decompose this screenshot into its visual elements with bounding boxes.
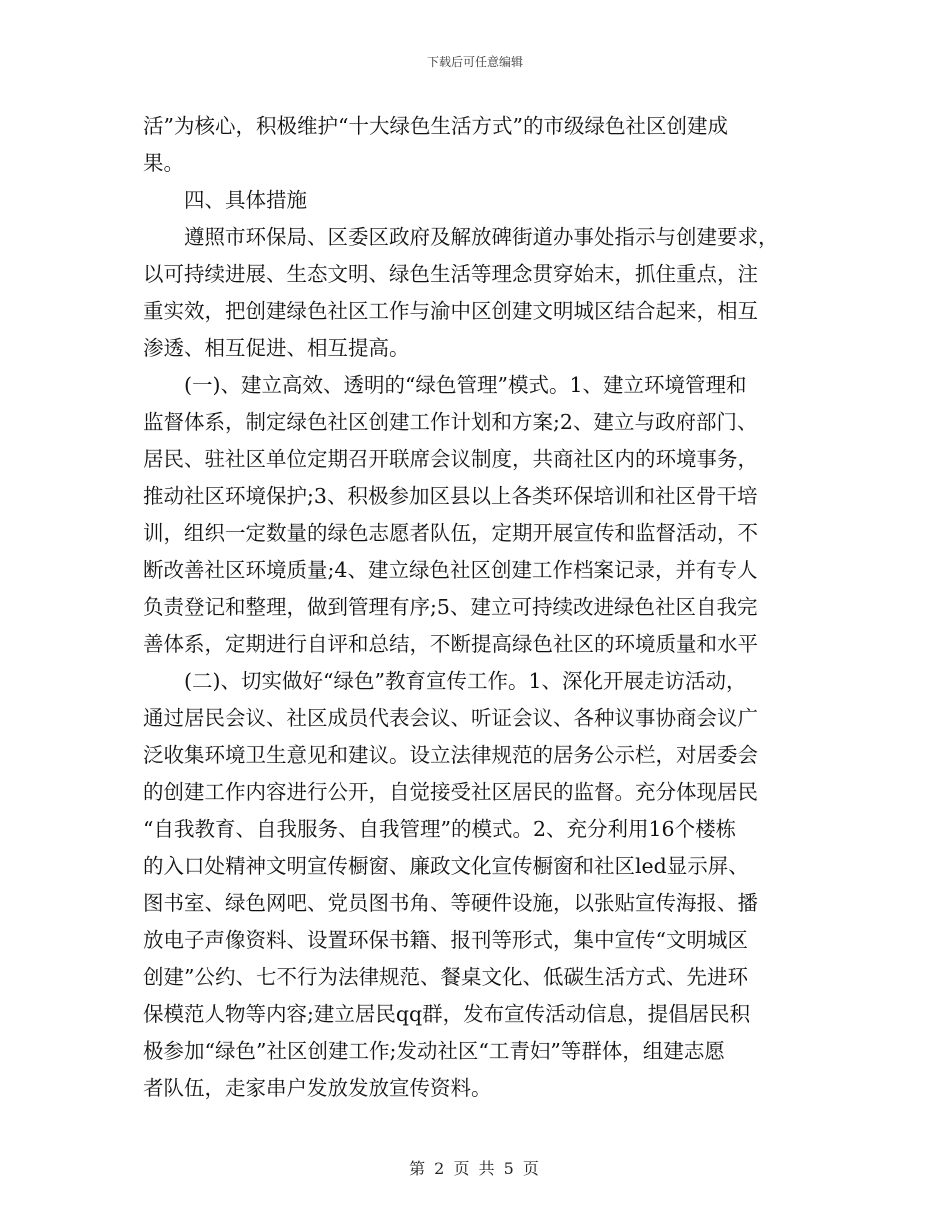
text-line: 推动社区环境保护;3、积极参加区县以上各类环保培训和社区骨干培	[143, 484, 758, 508]
text-line: 断改善社区环境质量;4、建立绿色社区创建工作档案记录，并有专人	[143, 558, 758, 582]
text-line: 保模范人物等内容;建立居民qq群，发布宣传活动信息，提倡居民积	[143, 1002, 751, 1026]
page-footer: 第 2 页 共 5 页	[409, 1159, 541, 1178]
document-body	[143, 108, 813, 1107]
text-line: 的创建工作内容进行公开，自觉接受社区居民的监督。充分体现居民	[143, 780, 758, 804]
text-line: 图书室、绿色网吧、党员图书角、等硬件设施，以张贴宣传海报、播	[143, 891, 758, 915]
text-line: 果。	[143, 151, 184, 175]
page-header: 下载后可任意编辑	[426, 55, 523, 69]
text-line: 以可持续进展、生态文明、绿色生活等理念贯穿始末，抓住重点，注	[143, 262, 758, 286]
text-line: (二)、切实做好“绿色”教育宣传工作。1、深化开展走访活动，	[184, 669, 747, 693]
text-line: 善体系，定期进行自评和总结，不断提高绿色社区的环境质量和水平	[143, 632, 758, 656]
text-line: 者队伍，走家串户发放发放宣传资料。	[143, 1076, 492, 1100]
text-line: 渗透、相互促进、相互提高。	[143, 336, 410, 360]
text-line: 遵照市环保局、区委区政府及解放碑街道办事处指示与创建要求，	[184, 225, 779, 249]
text-line: 监督体系，制定绿色社区创建工作计划和方案;2、建立与政府部门、	[143, 410, 758, 434]
text-line: 活”为核心，积极维护“十大绿色生活方式”的市级绿色社区创建成	[143, 114, 728, 138]
text-line: 泛收集环境卫生意见和建议。设立法律规范的居务公示栏，对居委会	[143, 743, 758, 767]
text-line: (一)、建立高效、透明的“绿色管理”模式。1、建立环境管理和	[184, 373, 747, 397]
text-line: 通过居民会议、社区成员代表会议、听证会议、各种议事协商会议广	[143, 706, 758, 730]
text-line: 负责登记和整理，做到管理有序;5、建立可持续改进绿色社区自我完	[143, 595, 758, 619]
text-line: 训，组织一定数量的绿色志愿者队伍，定期开展宣传和监督活动，不	[143, 521, 758, 545]
text-line: 居民、驻社区单位定期召开联席会议制度，共商社区内的环境事务，	[143, 447, 758, 471]
text-line: 创建”公约、七不行为法律规范、餐桌文化、低碳生活方式、先进环	[143, 965, 748, 989]
text-line: 重实效，把创建绿色社区工作与渝中区创建文明城区结合起来，相互	[143, 299, 758, 323]
text-line: 放电子声像资料、设置环保书籍、报刊等形式，集中宣传“文明城区	[143, 928, 748, 952]
text-line: 极参加“绿色”社区创建工作;发动社区“工青妇”等群体，组建志愿	[143, 1039, 725, 1063]
text-line: “自我教育、自我服务、自我管理”的模式。2、充分利用16个楼栋	[143, 817, 737, 841]
text-line: 的入口处精神文明宣传橱窗、廉政文化宣传橱窗和社区led显示屏、	[143, 854, 749, 878]
section-heading: 四、具体措施	[184, 188, 307, 212]
